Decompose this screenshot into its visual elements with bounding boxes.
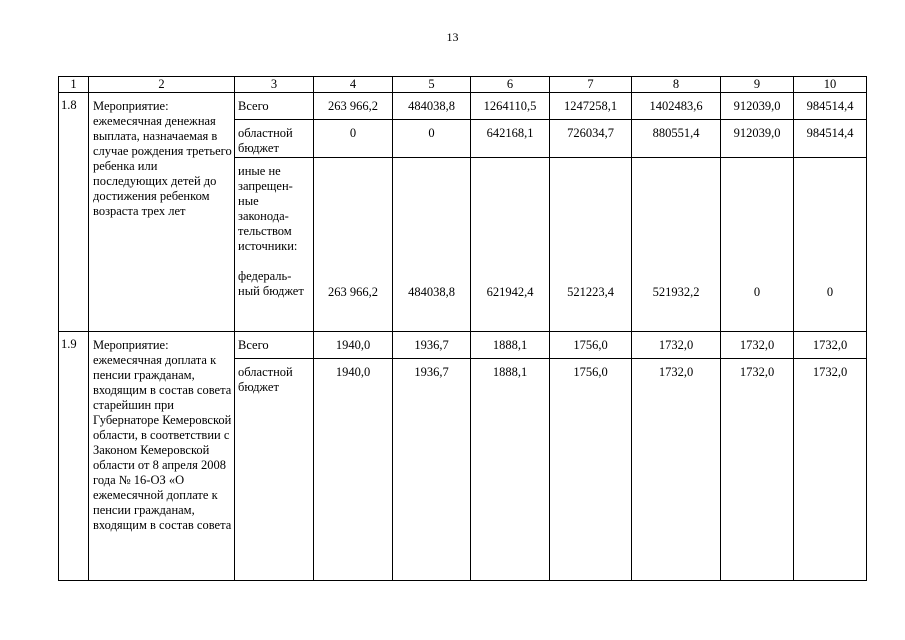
header-cell: 9 (721, 77, 794, 93)
value-cell: 1756,0 (550, 332, 632, 359)
value-cell: 263 966,2 (314, 158, 393, 332)
value-cell: 1888,1 (471, 359, 550, 581)
value-cell: 0 (794, 158, 867, 332)
value-cell: 1756,0 (550, 359, 632, 581)
value-cell: 263 966,2 (314, 93, 393, 120)
source-name: федераль-ный бюджет (238, 269, 304, 298)
value-cell: 1732,0 (794, 359, 867, 581)
value-cell: 0 (314, 120, 393, 158)
table-row (59, 93, 867, 120)
event-description: Мероприятие: ежемесячная доплата к пенсии гражданам, входящим в состав совета старейшин при Губернаторе Кемеровской области, в соответствии с Законом Кемеровской области от 8 апреля 2008 года № 16-ОЗ «О ежемесячной доплате к пенсии гражданам, входящим в состав совета (89, 332, 235, 581)
value-cell: 484038,8 (393, 158, 471, 332)
value-cell: 0 (393, 120, 471, 158)
value-cell: 0 (721, 158, 794, 332)
header-cell: 3 (235, 77, 314, 93)
header-cell: 2 (89, 77, 235, 93)
header-cell: 4 (314, 77, 393, 93)
value-cell: 1264110,5 (471, 93, 550, 120)
value-cell: 642168,1 (471, 120, 550, 158)
value-cell: 1936,7 (393, 332, 471, 359)
value-cell: 1402483,6 (632, 93, 721, 120)
value-cell: 1732,0 (721, 332, 794, 359)
funding-source: Всего (235, 332, 314, 359)
value-cell: 1732,0 (632, 359, 721, 581)
value-cell: 912039,0 (721, 93, 794, 120)
value-cell: 1888,1 (471, 332, 550, 359)
header-row (59, 77, 867, 93)
table-row (59, 332, 867, 359)
value-cell: 621942,4 (471, 158, 550, 332)
source-intro: иные не запрещен-ные законода-тельством источники: (238, 164, 298, 253)
header-cell: 8 (632, 77, 721, 93)
item-number: 1.9 (59, 332, 89, 581)
header-cell: 5 (393, 77, 471, 93)
value-cell: 726034,7 (550, 120, 632, 158)
value-cell: 484038,8 (393, 93, 471, 120)
value-cell: 521223,4 (550, 158, 632, 332)
header-cell: 10 (794, 77, 867, 93)
funding-source: областной бюджет (235, 120, 314, 158)
value-cell: 1732,0 (794, 332, 867, 359)
header-cell: 1 (59, 77, 89, 93)
funding-source: областной бюджет (235, 359, 314, 581)
value-cell: 521932,2 (632, 158, 721, 332)
header-cell: 7 (550, 77, 632, 93)
value-cell: 984514,4 (794, 120, 867, 158)
item-number: 1.8 (59, 93, 89, 332)
value-cell: 912039,0 (721, 120, 794, 158)
funding-source (235, 158, 314, 332)
funding-source: Всего (235, 93, 314, 120)
funding-table (58, 76, 867, 581)
value-cell: 1732,0 (632, 332, 721, 359)
value-cell: 1940,0 (314, 332, 393, 359)
value-cell: 1936,7 (393, 359, 471, 581)
value-cell: 984514,4 (794, 93, 867, 120)
value-cell: 1940,0 (314, 359, 393, 581)
event-description: Мероприятие: ежемесячная денежная выплата, назначаемая в случае рождения третьего ребенка или последующих детей до достижения ребенком возраста трех лет (89, 93, 235, 332)
header-cell: 6 (471, 77, 550, 93)
value-cell: 1732,0 (721, 359, 794, 581)
page-number: 13 (446, 30, 459, 44)
value-cell: 880551,4 (632, 120, 721, 158)
value-cell: 1247258,1 (550, 93, 632, 120)
